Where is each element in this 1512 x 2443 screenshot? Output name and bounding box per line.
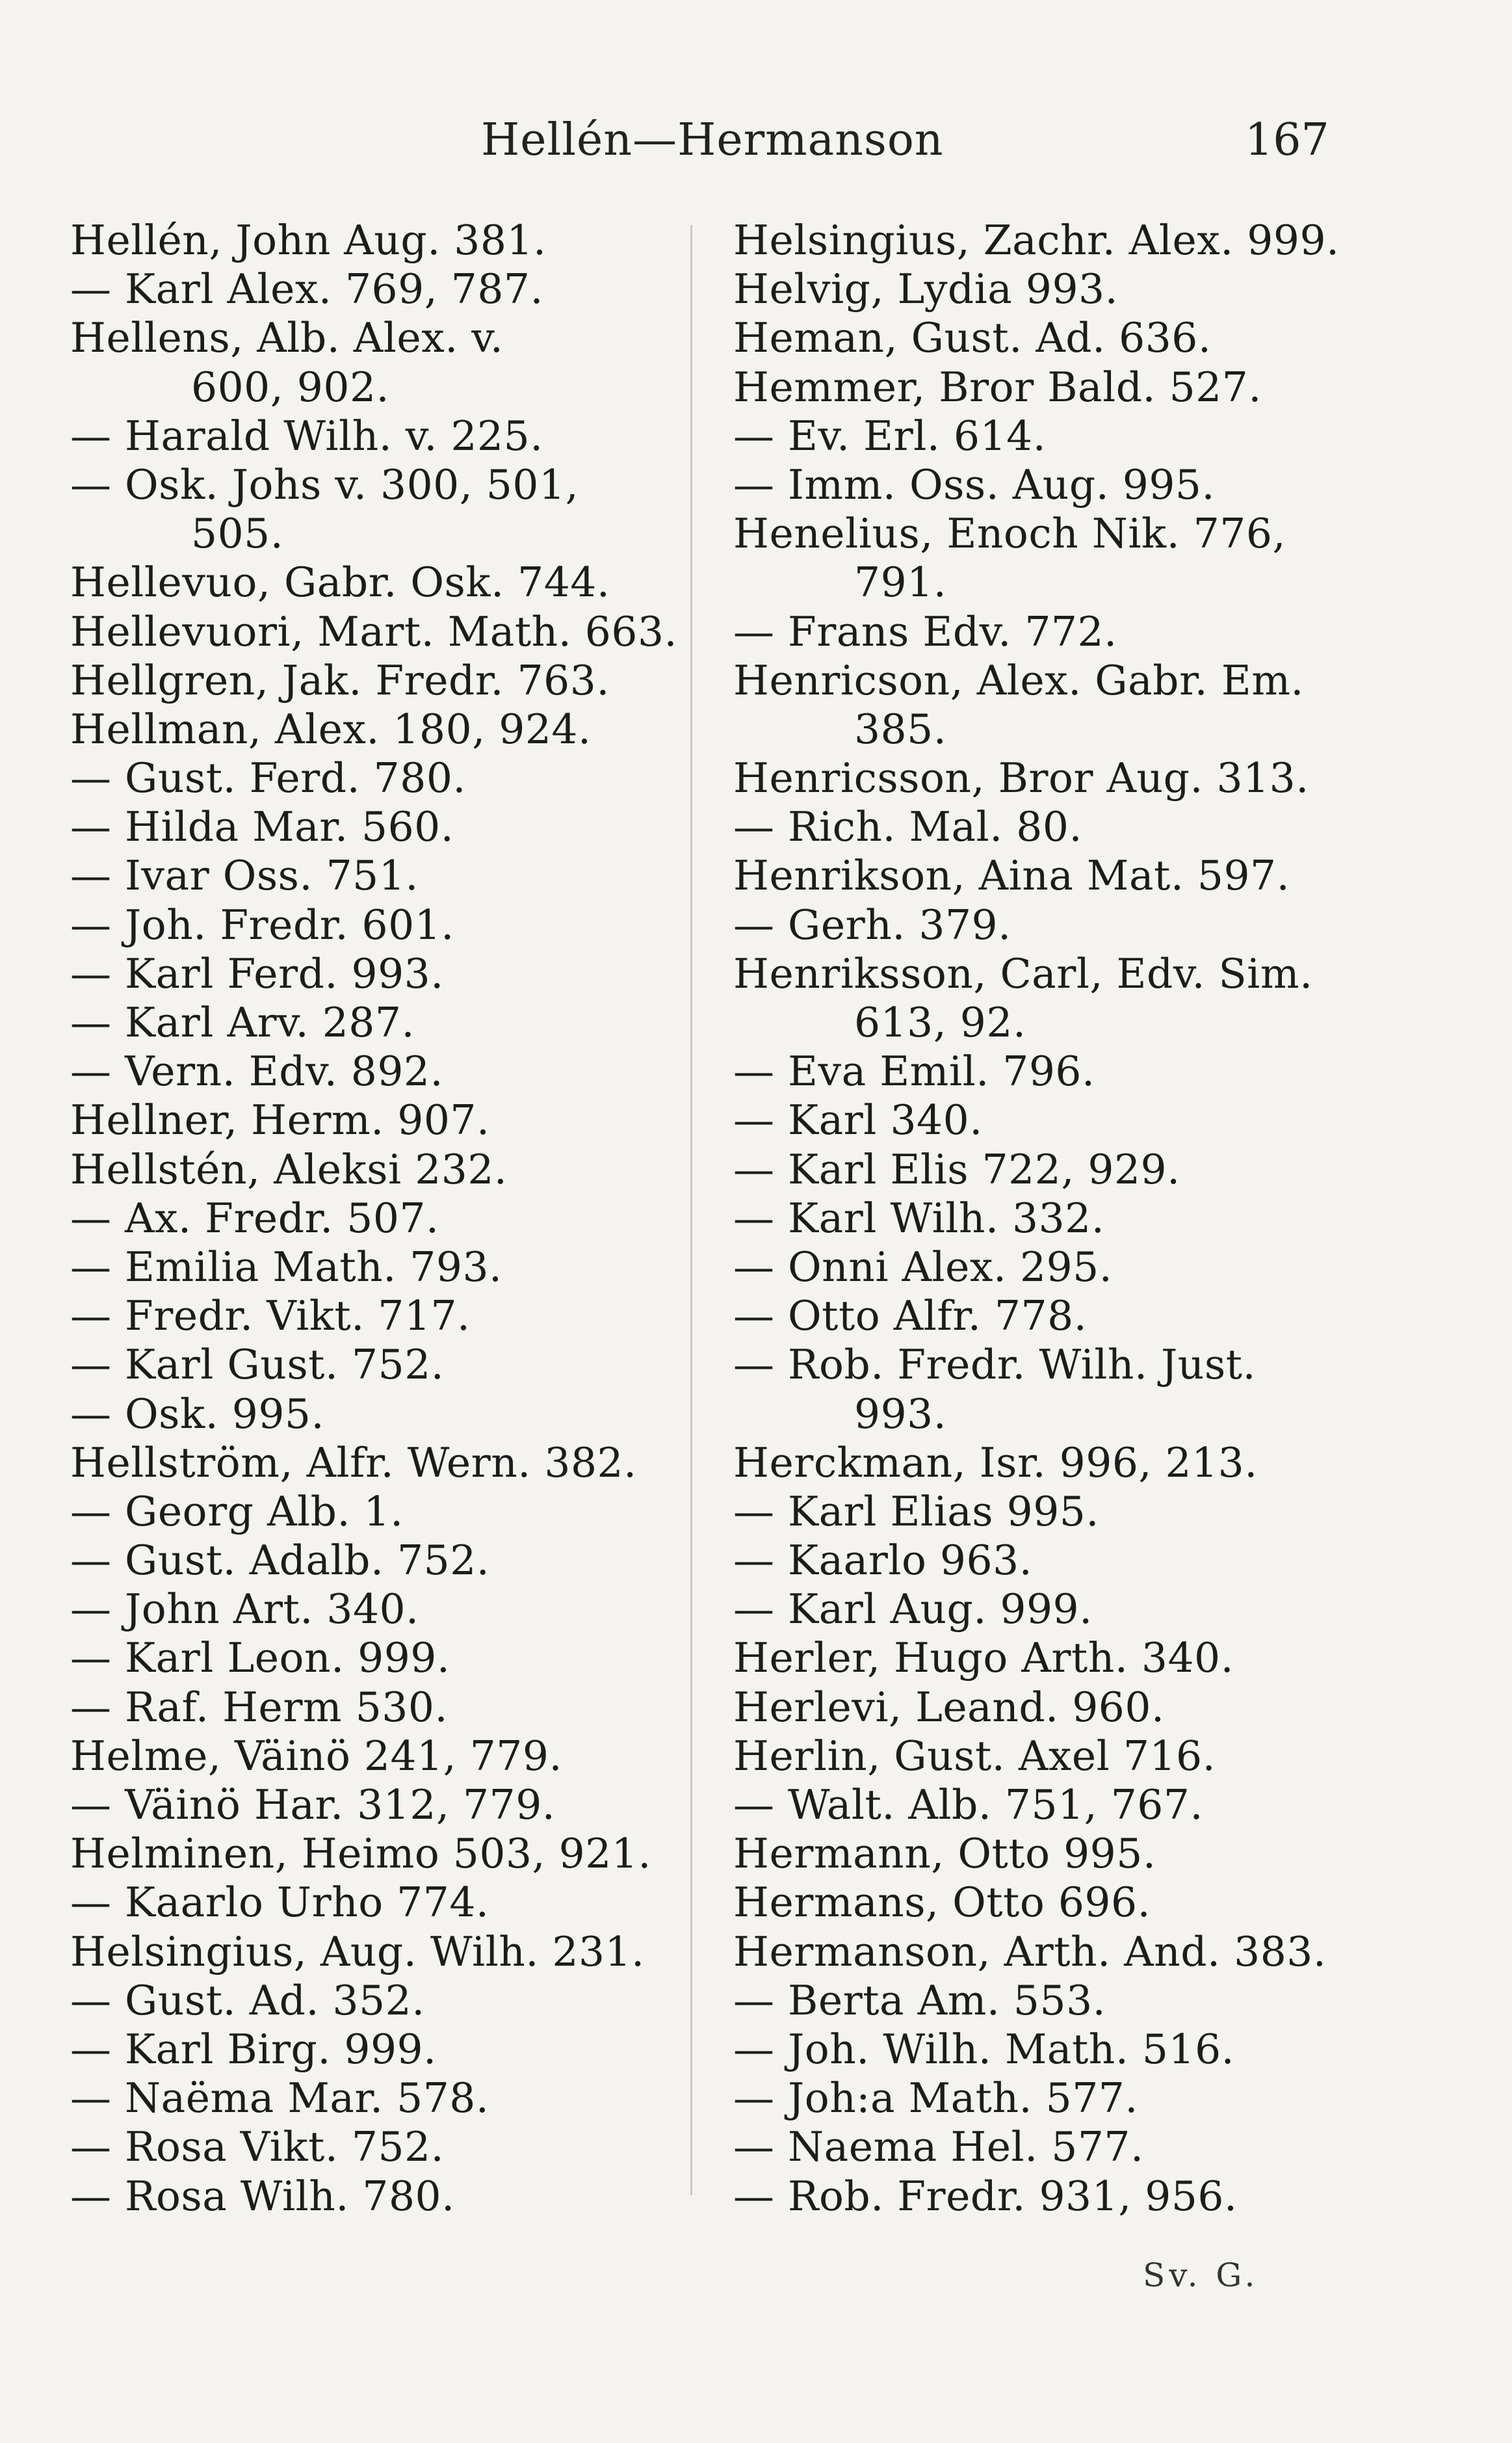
index-entry: — Karl Elis 722, 929. [733, 1145, 1180, 1193]
index-entry: — Ev. Erl. 614. [733, 412, 1047, 460]
index-entry: — Karl Aug. 999. [733, 1585, 1093, 1633]
index-entry: — Väinö Har. 312, 779. [70, 1781, 556, 1829]
index-entry: Henricsson, Bror Aug. 313. [733, 754, 1309, 802]
index-entry: Hellström, Alfr. Wern. 382. [70, 1438, 637, 1486]
index-entry: 600, 902. [191, 363, 390, 411]
index-entry: — Karl Arv. 287. [70, 999, 415, 1046]
index-entry: — Fredr. Vikt. 717. [70, 1292, 471, 1340]
index-entry: — Otto Alfr. 778. [733, 1292, 1088, 1340]
index-entry: Herler, Hugo Arth. 340. [733, 1634, 1234, 1682]
index-entry: Hellén, John Aug. 381. [70, 217, 547, 264]
index-entry: Henriksson, Carl, Edv. Sim. [733, 949, 1313, 997]
index-entry: — Joh:a Math. 577. [733, 2074, 1138, 2122]
index-entry: — Karl Elias 995. [733, 1487, 1099, 1535]
index-entry: — Kaarlo 963. [733, 1537, 1033, 1585]
index-entry: — Georg Alb. 1. [70, 1487, 404, 1535]
index-entry: Hellstén, Aleksi 232. [70, 1145, 508, 1193]
index-entry: — Karl Ferd. 993. [70, 949, 444, 997]
index-entry: Heman, Gust. Ad. 636. [733, 314, 1212, 362]
index-entry: 993. [854, 1390, 947, 1438]
index-entry: — Kaarlo Urho 774. [70, 1879, 489, 1927]
index-entry: — Karl Alex. 769, 787. [70, 265, 544, 313]
index-entry: — Gerh. 379. [733, 901, 1011, 949]
index-entry: Henricson, Alex. Gabr. Em. [733, 656, 1304, 704]
index-entry: Herckman, Isr. 996, 213. [733, 1438, 1258, 1486]
index-entry: — Ivar Oss. 751. [70, 852, 419, 900]
index-entry: — Rich. Mal. 80. [733, 803, 1082, 851]
index-entry: — Walt. Alb. 751, 767. [733, 1781, 1203, 1829]
index-entry: Hellgren, Jak. Fredr. 763. [70, 656, 610, 704]
index-entry: Hellman, Alex. 180, 924. [70, 705, 592, 753]
index-entry: — Karl 340. [733, 1096, 983, 1144]
index-entry: — John Art. 340. [70, 1585, 419, 1633]
index-entry: — Karl Leon. 999. [70, 1634, 450, 1682]
index-entry: Hellevuori, Mart. Math. 663. [70, 607, 678, 655]
index-entry: Hermans, Otto 696. [733, 1879, 1151, 1927]
index-entry: Henrikson, Aina Mat. 597. [733, 852, 1290, 900]
index-entry: — Emilia Math. 793. [70, 1243, 502, 1291]
index-entry: — Karl Gust. 752. [70, 1341, 445, 1389]
index-entry: — Osk. 995. [70, 1390, 325, 1438]
index-entry: Henelius, Enoch Nik. 776, [733, 510, 1286, 558]
index-entry: — Gust. Adalb. 752. [70, 1537, 490, 1585]
index-entry: Hermanson, Arth. And. 383. [733, 1927, 1327, 1975]
index-entry: Hellevuo, Gabr. Osk. 744. [70, 559, 610, 607]
index-entry: Hemmer, Bror Bald. 527. [733, 363, 1262, 411]
index-entry: Helminen, Heimo 503, 921. [70, 1830, 651, 1878]
index-entry: — Eva Emil. 796. [733, 1048, 1095, 1096]
index-entry: — Raf. Herm 530. [70, 1683, 448, 1731]
index-entry: — Rob. Fredr. 931, 956. [733, 2172, 1238, 2220]
index-entry: — Onni Alex. 295. [733, 1243, 1113, 1291]
index-entry: 613, 92. [854, 999, 1026, 1046]
index-entry: 505. [191, 510, 284, 558]
footer-signature: Sv. G. [1143, 2256, 1259, 2294]
right-column [733, 216, 1340, 2221]
left-column [70, 216, 678, 2221]
index-entry: Hellner, Herm. 907. [70, 1096, 490, 1144]
index-entry: — Frans Edv. 772. [733, 607, 1117, 655]
index-entry: — Harald Wilh. v. 225. [70, 412, 543, 460]
index-entry: — Gust. Ad. 352. [70, 1976, 425, 2024]
index-entry: — Karl Wilh. 332. [733, 1194, 1105, 1242]
index-entry: 791. [854, 559, 947, 607]
index-entry: Helvig, Lydia 993. [733, 265, 1119, 313]
index-entry: — Rosa Wilh. 780. [70, 2172, 455, 2220]
index-entry: — Naëma Mar. 578. [70, 2074, 489, 2122]
index-entry: — Naema Hel. 577. [733, 2123, 1144, 2171]
index-entry: Hellens, Alb. Alex. v. [70, 314, 504, 362]
index-entry: Helme, Väinö 241, 779. [70, 1732, 562, 1780]
index-entry: — Vern. Edv. 892. [70, 1048, 444, 1096]
index-entry: — Karl Birg. 999. [70, 2025, 437, 2073]
index-entry: Herlin, Gust. Axel 716. [733, 1732, 1216, 1780]
column-divider [690, 225, 692, 2195]
index-entry: Hermann, Otto 995. [733, 1830, 1156, 1878]
running-header: Hellén—Hermanson [481, 114, 944, 166]
index-entry: Herlevi, Leand. 960. [733, 1683, 1165, 1731]
index-entry: — Osk. Johs v. 300, 501, [70, 460, 579, 508]
index-entry: — Joh. Wilh. Math. 516. [733, 2025, 1235, 2073]
index-entry: — Rob. Fredr. Wilh. Just. [733, 1341, 1257, 1389]
index-entry: — Hilda Mar. 560. [70, 803, 454, 851]
index-entry: — Joh. Fredr. 601. [70, 901, 454, 949]
page-number: 167 [1245, 114, 1329, 166]
index-entry: Helsingius, Zachr. Alex. 999. [733, 217, 1340, 264]
index-entry: — Gust. Ferd. 780. [70, 754, 466, 802]
index-entry: 385. [854, 705, 947, 753]
index-entry: Helsingius, Aug. Wilh. 231. [70, 1927, 645, 1975]
index-entry: — Berta Am. 553. [733, 1976, 1106, 2024]
index-entry: — Imm. Oss. Aug. 995. [733, 460, 1216, 508]
index-entry: — Ax. Fredr. 507. [70, 1194, 439, 1242]
index-entry: — Rosa Vikt. 752. [70, 2123, 445, 2171]
